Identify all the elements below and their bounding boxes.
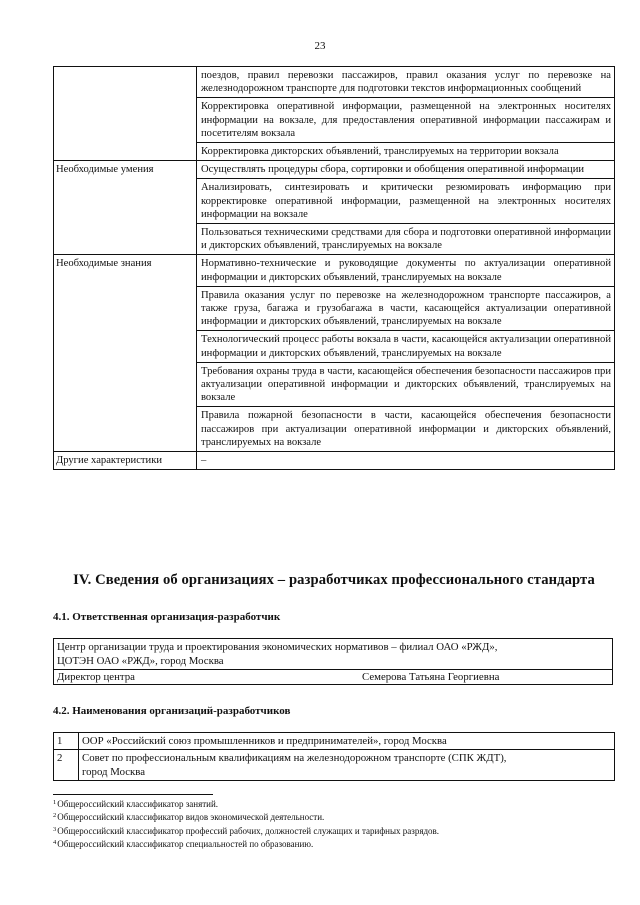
footnote-divider: [53, 794, 213, 795]
row-text: Пользоваться техническими средствами для сбора и подготовки оперативной информации и дикторских объявлений, транслируемых на вокзале: [197, 224, 615, 255]
row-text: Правила пожарной безопасности в части, касающейся обеспечения безопасности пассажиров при актуализации оперативной информации и дикторских объявлений, транслируемых на вокзале: [197, 407, 615, 452]
row-text: Требования охраны труда в части, касающейся обеспечения безопасности пассажиров при актуализации оперативной информации и дикторских объявлений, транслируемых на вокзале: [197, 362, 615, 407]
table-row: [54, 255, 615, 286]
developer-number: 2: [54, 750, 79, 781]
developer-line: ООР «Российский союз промышленников и предпринимателей», город Москва: [82, 735, 447, 747]
developer-name: [79, 750, 615, 781]
developer-number: 1: [54, 733, 79, 750]
footnote-mark: 3: [53, 825, 57, 833]
developers-heading: 4.2. Наименования организаций-разработчиков: [53, 705, 291, 717]
responsible-org-name: [54, 639, 612, 670]
competency-table: [53, 66, 615, 470]
footnote: [53, 837, 615, 850]
row-text: Осуществлять процедуры сбора, сортировки и обобщения оперативной информации: [197, 161, 615, 179]
table-row: [54, 161, 615, 179]
footnote-text: Общероссийский классификатор профессий рабочих, должностей служащих и тарифных разрядов.: [57, 825, 440, 836]
table-row: [54, 750, 615, 781]
row-label-knowledge: Необходимые знания: [54, 255, 197, 452]
footnote-mark: 4: [53, 839, 57, 847]
footnotes: [53, 797, 615, 851]
row-text: Правила оказания услуг по перевозке на железнодорожном транспорте пассажиров, а также груза, багажа и грузобагажа в части, касающейся актуализации оперативной информации и дикторских объявлений, транслируемых на вокзале: [197, 286, 615, 331]
footnote: [53, 824, 615, 837]
org-line: Центр организации труда и проектирования экономических нормативов – филиал ОАО «РЖД»,: [57, 641, 498, 653]
footnote-text: Общероссийский классификатор видов экономической деятельности.: [57, 812, 325, 823]
signatory-role: Директор центра: [57, 671, 135, 683]
row-text: Корректировка дикторских объявлений, транслируемых на территории вокзала: [197, 143, 615, 161]
footnote-mark: 1: [53, 799, 57, 806]
row-text: Анализировать, синтезировать и критически резюмировать информацию при корректировке оперативной информации, размещенной на электронных носителях информации на вокзале: [197, 179, 615, 224]
developer-line: город Москва: [82, 766, 146, 778]
responsible-org-box: [53, 638, 613, 685]
row-text: поездов, правил перевозки пассажиров, правил оказания услуг по перевозке на железнодорожном транспорте для подготовки текстов информационных сообщений: [197, 67, 615, 98]
table-row: [54, 733, 615, 750]
table-row: [54, 452, 615, 470]
row-text: Технологический процесс работы вокзала в части, касающейся актуализации оперативной информации и дикторских объявлений, транслируемых на вокзале: [197, 331, 615, 362]
row-label-other: Другие характеристики: [54, 452, 197, 470]
developer-line: Совет по профессиональным квалификациям на железнодорожном транспорте (СПК ЖДТ),: [82, 752, 507, 764]
responsible-signatory: [54, 670, 612, 684]
footnote-mark: 2: [53, 812, 57, 820]
footnote: [53, 797, 615, 810]
footnote-text: Общероссийский классификатор занятий.: [57, 799, 219, 809]
org-line: ЦОТЭН ОАО «РЖД», город Москва: [57, 655, 224, 667]
row-text: Нормативно-технические и руководящие документы по актуализации оперативной информации и дикторских объявлений, транслируемых на вокзале: [197, 255, 615, 286]
footnote-text: Общероссийский классификатор специальностей по образованию.: [57, 839, 314, 850]
table-row: [54, 67, 615, 98]
row-label-skills: Необходимые умения: [54, 161, 197, 255]
row-text: –: [197, 452, 615, 470]
section-title: IV. Сведения об организациях – разработчиках профессионального стандарта: [73, 572, 595, 588]
signatory-name: Семерова Татьяна Георгиевна: [362, 671, 500, 683]
developers-table: [53, 732, 615, 781]
page-number: 23: [314, 40, 326, 52]
row-label: [54, 67, 197, 161]
row-text: Корректировка оперативной информации, размещенной на электронных носителях информации на вокзале, для предоставления оперативной информации пассажирам и посетителям вокзала: [197, 98, 615, 143]
responsible-heading: 4.1. Ответственная организация-разработчик: [53, 611, 281, 623]
footnote: [53, 810, 615, 823]
developer-name: [79, 733, 615, 750]
